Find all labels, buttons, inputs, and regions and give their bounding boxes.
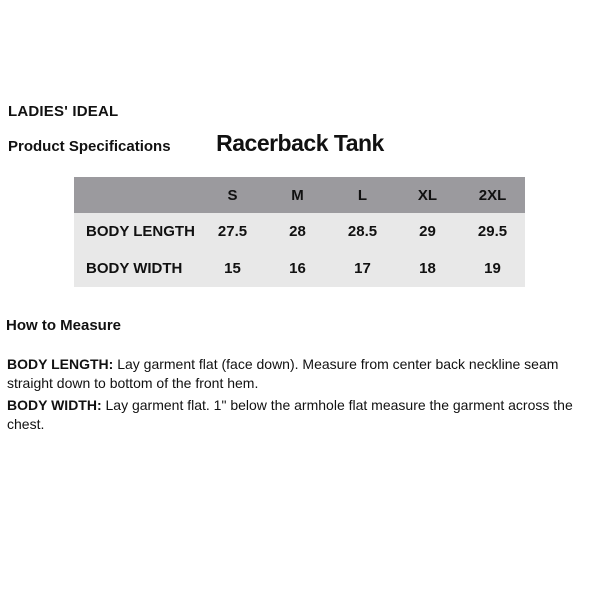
- body-length-m: 28: [289, 223, 306, 240]
- brand-label: LADIES' IDEAL: [8, 103, 119, 120]
- table-row-body-width: [74, 250, 525, 287]
- body-length-instruction: [7, 355, 599, 393]
- body-width-description: Lay garment flat. 1" below the armhole flat measure the garment across the chest.: [7, 397, 573, 432]
- body-width-2xl: 19: [484, 260, 501, 277]
- body-length-xl: 29: [419, 223, 436, 240]
- row-label: BODY LENGTH: [86, 223, 195, 240]
- product-title: Racerback Tank: [216, 130, 384, 156]
- header-size-m: M: [291, 186, 304, 204]
- body-length-2xl: 29.5: [477, 223, 508, 240]
- body-width-term: BODY WIDTH:: [7, 397, 102, 413]
- size-header-row: [74, 177, 525, 213]
- body-width-s: 15: [224, 260, 241, 277]
- body-width-m: 16: [289, 260, 306, 277]
- table-row-body-length: [74, 213, 525, 250]
- body-length-description: Lay garment flat (face down). Measure from center back neckline seam straight down to bottom of the front hem.: [7, 356, 559, 391]
- body-length-l: 28.5: [347, 223, 378, 240]
- header-size-l: L: [357, 186, 368, 204]
- body-width-l: 17: [354, 260, 371, 277]
- header-size-xl: XL: [417, 186, 438, 204]
- section-label: Product Specifications: [8, 138, 171, 155]
- body-width-instruction: [7, 396, 599, 434]
- measure-instructions: [7, 355, 599, 437]
- row-label: BODY WIDTH: [86, 260, 183, 277]
- body-width-xl: 18: [419, 260, 436, 277]
- header-size-s: S: [227, 186, 238, 204]
- body-length-s: 27.5: [217, 223, 248, 240]
- size-spec-table: [74, 177, 525, 287]
- body-length-term: BODY LENGTH:: [7, 356, 114, 372]
- how-to-measure-heading: How to Measure: [6, 317, 122, 334]
- header-size-2xl: 2XL: [478, 186, 507, 204]
